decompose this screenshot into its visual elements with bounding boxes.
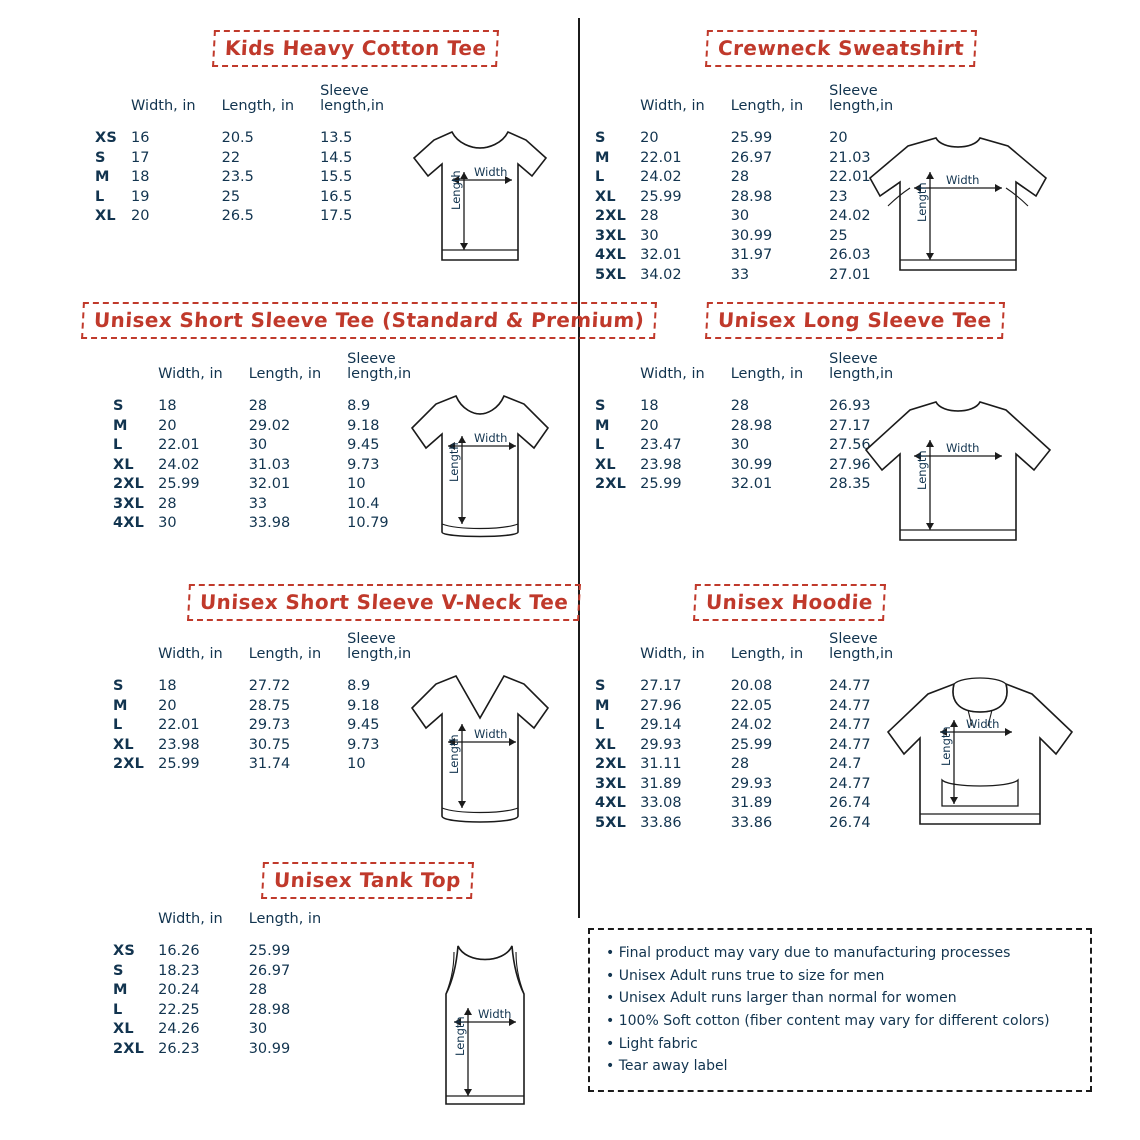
figure-label-length: Length — [449, 170, 463, 210]
table-row: M 22.01 26.97 21.03 — [595, 149, 871, 166]
table-row: 2XL 25.99 32.01 28.35 — [595, 476, 871, 493]
note-item: • Final product may vary due to manufacturing processes — [606, 945, 1011, 961]
table-row: XS 16.26 25.99 — [113, 943, 291, 960]
section-title-tank: Unisex Tank Top — [261, 862, 474, 899]
table-row: S 18 27.72 8.9 — [113, 678, 371, 695]
table-row: 2XL 25.99 32.01 10 — [113, 476, 366, 493]
col-sleeve: Sleeve length,in — [320, 83, 385, 115]
size-table-hoodie — [595, 632, 925, 834]
figure-long-sleeve-tee — [858, 378, 1058, 568]
size-table-tank — [113, 912, 347, 1060]
table-row: XL 23.98 30.75 9.73 — [113, 736, 380, 753]
note-item: • Light fabric — [606, 1035, 698, 1052]
table-row: XL 29.93 25.99 24.77 — [595, 736, 871, 753]
table-row: 4XL 30 33.98 10.79 — [113, 515, 389, 532]
figure-label-width: Width — [966, 717, 1000, 731]
table-row: XL 23.98 30.99 27.96 — [595, 456, 871, 473]
figure-hoodie — [880, 662, 1080, 852]
col-sleeve: Sleeve length,in — [347, 631, 412, 663]
col-sleeve: Sleeve length,in — [829, 351, 894, 383]
section-title-crewneck: Crewneck Sweatshirt — [705, 30, 977, 67]
table-row: XL 24.02 31.03 9.73 — [113, 456, 380, 473]
table-row: L 22.01 29.73 9.45 — [113, 717, 380, 734]
figure-tank-top — [410, 930, 560, 1120]
figure-kids-tee — [390, 110, 570, 290]
col-width: Width, in — [640, 366, 705, 383]
table-row: L 29.14 24.02 24.77 — [595, 717, 871, 734]
table-row: S 18 28 8.9 — [113, 398, 371, 415]
table-row: XL 25.99 28.98 23 — [595, 188, 848, 205]
table-row: 5XL 33.86 33.86 26.74 — [595, 814, 871, 831]
col-sleeve: Sleeve length,in — [829, 631, 894, 663]
bullet-icon: • — [606, 1013, 619, 1030]
figure-label-length: Length — [447, 734, 461, 774]
table-row: S 18 28 26.93 — [595, 398, 871, 415]
col-width: Width, in — [158, 366, 223, 383]
figure-label-length: Length — [915, 182, 929, 222]
table-row: M 27.96 22.05 24.77 — [595, 697, 871, 714]
size-table-kids-tee — [95, 84, 416, 228]
note-item: • Unisex Adult runs larger than normal for women — [606, 990, 957, 1007]
table-row: L 22.25 28.98 — [113, 1001, 291, 1018]
col-width: Width, in — [640, 98, 705, 115]
table-row: 3XL 31.89 29.93 24.77 — [595, 775, 871, 792]
note-item: • 100% Soft cotton (fiber content may vary for different colors) — [606, 1013, 1050, 1030]
table-row: XL 24.26 30 — [113, 1021, 268, 1038]
table-row: 4XL 32.01 31.97 26.03 — [595, 247, 871, 264]
note-item: • Unisex Adult runs true to size for men — [606, 967, 885, 984]
table-row: 2XL 31.11 28 24.7 — [595, 756, 862, 773]
section-title-short-sleeve: Unisex Short Sleeve Tee (Standard & Premium) — [81, 302, 657, 339]
figure-label-width: Width — [478, 1007, 512, 1021]
figure-label-length: Length — [915, 450, 929, 490]
table-row: L 22.01 30 9.45 — [113, 437, 380, 454]
table-row: S 18.23 26.97 — [113, 962, 291, 979]
figure-label-width: Width — [474, 727, 508, 741]
table-row: 4XL 33.08 31.89 26.74 — [595, 795, 871, 812]
table-row: 2XL 28 30 24.02 — [595, 208, 871, 225]
bullet-icon: • — [606, 967, 619, 984]
vertical-divider — [578, 18, 580, 918]
table-row: 2XL 25.99 31.74 10 — [113, 756, 366, 773]
figure-crewneck — [858, 110, 1058, 300]
bullet-icon: • — [606, 945, 619, 961]
col-width: Width, in — [640, 646, 705, 663]
table-row: XL 20 26.5 17.5 — [95, 208, 353, 225]
section-title-long-sleeve: Unisex Long Sleeve Tee — [705, 302, 1004, 339]
table-row: M 20 29.02 9.18 — [113, 417, 380, 434]
table-row: XS 16 20.5 13.5 — [95, 130, 353, 147]
bullet-icon: • — [606, 990, 619, 1007]
table-row: 3XL 28 33 10.4 — [113, 495, 380, 512]
col-length: Length, in — [730, 98, 804, 115]
col-size — [595, 84, 640, 130]
table-row: M 18 23.5 15.5 — [95, 169, 353, 186]
figure-label-length: Length — [453, 1016, 467, 1056]
col-length: Length, in — [248, 911, 322, 927]
section-title-hoodie: Unisex Hoodie — [693, 584, 886, 621]
col-size — [595, 352, 640, 398]
col-width: Width, in — [158, 911, 223, 927]
col-width: Width, in — [158, 646, 223, 663]
col-length: Length, in — [730, 646, 804, 663]
table-row: S 20 25.99 20 — [595, 130, 848, 147]
notes-box — [588, 928, 1092, 1092]
col-sleeve: Sleeve length,in — [347, 351, 412, 383]
col-size — [595, 632, 640, 678]
section-title-vneck: Unisex Short Sleeve V-Neck Tee — [187, 584, 581, 621]
col-length: Length, in — [248, 366, 322, 383]
figure-short-sleeve-tee — [390, 378, 570, 558]
table-row: L 23.47 30 27.56 — [595, 437, 871, 454]
figure-label-length: Length — [447, 442, 461, 482]
col-size — [113, 632, 158, 678]
col-size — [113, 352, 158, 398]
col-width: Width, in — [131, 98, 196, 115]
table-row: 2XL 26.23 30.99 — [113, 1040, 291, 1057]
figure-vneck-tee — [390, 658, 570, 848]
figure-label-width: Width — [474, 431, 508, 445]
table-row: L 24.02 28 22.01 — [595, 169, 871, 186]
section-title-kids-tee: Kids Heavy Cotton Tee — [212, 30, 499, 67]
figure-label-length: Length — [939, 726, 953, 766]
bullet-icon: • — [606, 1058, 619, 1075]
col-length: Length, in — [221, 98, 295, 115]
figure-label-width: Width — [946, 173, 980, 187]
table-row: M 20 28.75 9.18 — [113, 697, 380, 714]
col-size — [113, 912, 158, 943]
figure-label-width: Width — [474, 165, 508, 179]
figure-label-width: Width — [946, 441, 980, 455]
col-sleeve: Sleeve length,in — [829, 83, 894, 115]
table-row: S 27.17 20.08 24.77 — [595, 678, 871, 695]
table-row: 3XL 30 30.99 25 — [595, 227, 848, 244]
col-length: Length, in — [248, 646, 322, 663]
table-row: S 17 22 14.5 — [95, 149, 353, 166]
col-size — [95, 84, 131, 130]
table-row: L 19 25 16.5 — [95, 188, 353, 205]
table-row: M 20 28.98 27.17 — [595, 417, 871, 434]
note-item: • Tear away label — [606, 1058, 728, 1075]
table-row: 5XL 34.02 33 27.01 — [595, 266, 871, 283]
table-row: M 20.24 28 — [113, 982, 268, 999]
col-length: Length, in — [730, 366, 804, 383]
bullet-icon: • — [606, 1035, 619, 1052]
